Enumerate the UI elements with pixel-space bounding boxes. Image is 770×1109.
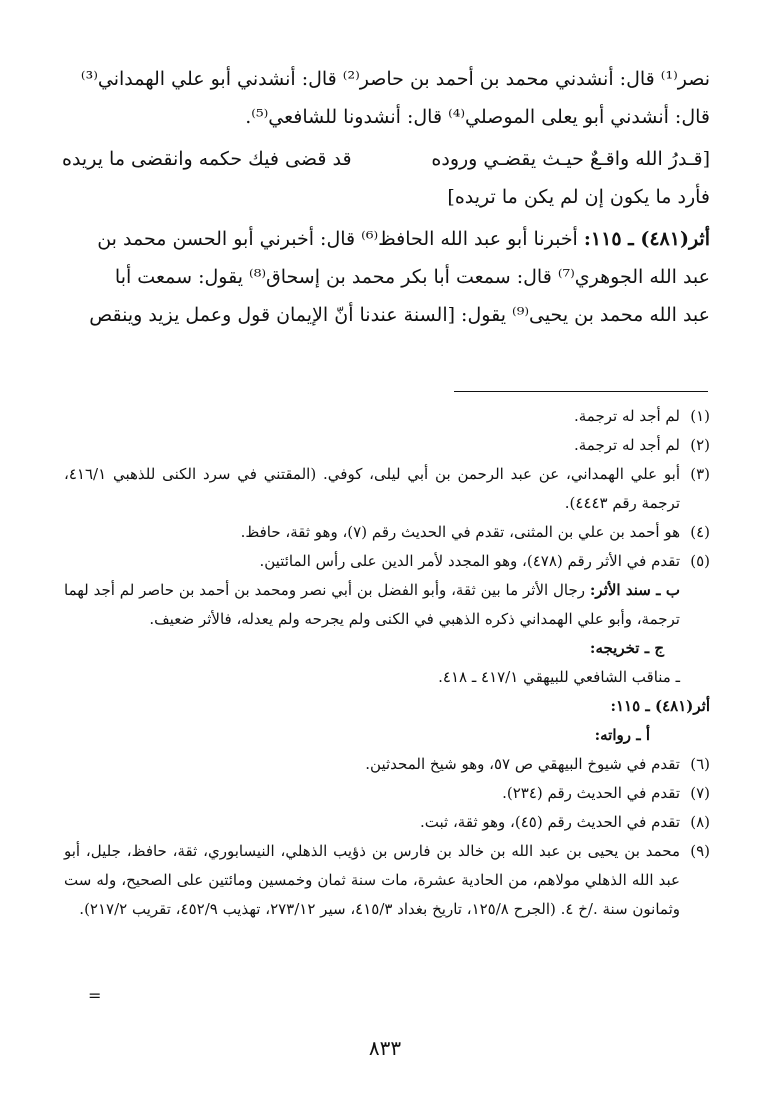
main-text: [62, 60, 710, 334]
footnote-number: (٩): [690, 842, 710, 860]
footnote: [64, 460, 710, 518]
verse-hemistich: [قـدرُ الله واقـعٌ حيـث يقضـي وروده: [431, 148, 710, 170]
footnote-text: تقدم في الحديث رقم (٤٥)، وهو ثقة، ثبت.: [420, 813, 680, 831]
footnote-text: تقدم في الأثر رقم (٤٧٨)، وهو المجدد لأمر الدين على رأس المائتين.: [259, 552, 680, 570]
footnotes: [64, 402, 710, 924]
footnote-divider: [454, 391, 708, 392]
sanad-text: رجال الأثر ما بين ثقة، وأبو الفضل بن أبي نصر ومحمد بن أحمد بن حاصر لم أجد لهما ترجمة، وأبو علي الهمداني ذكره الذهبي في الكنى ولم يجرحه ولم يعدله، فالأثر ضعيف.: [64, 581, 680, 628]
footnote: [64, 808, 710, 837]
continuation-mark: =: [88, 986, 102, 1005]
footnote: [64, 402, 710, 431]
takhrij-heading: ج ـ تخريجه:: [589, 639, 664, 657]
footnote-number: (٢): [690, 436, 710, 454]
footnote: [64, 779, 710, 808]
footnote-text: لم أجد له ترجمة.: [574, 436, 680, 454]
verse-line: [62, 140, 710, 178]
takhrij-text: ـ مناقب الشافعي للبيهقي ٤١٧/١ ـ ٤١٨.: [438, 668, 680, 686]
footnote-text: هو أحمد بن علي بن المثنى، تقدم في الحديث رقم (٧)، وهو ثقة، حافظ.: [240, 523, 680, 541]
footnote: [64, 518, 710, 547]
sanad-label: ب ـ سند الأثر:: [589, 581, 680, 599]
footnote-number: (١): [690, 407, 710, 425]
footnote-text: أبو علي الهمداني، عن عبد الرحمن بن أبي ليلى، كوفي. (المقتني في سرد الكنى للذهبي ٤١٦/١، ترجمة رقم ٤٤٤٣).: [64, 465, 680, 512]
text-line: عبد الله الجوهري⁽⁷⁾ قال: سمعت أبا بكر محمد بن إسحاق⁽⁸⁾ يقول: سمعت أبا: [114, 266, 710, 288]
verse-line: فأرد ما يكون إن لم يكن ما تريده]: [447, 186, 710, 208]
footnote-text: لم أجد له ترجمة.: [574, 407, 680, 425]
footnote-text: تقدم في شيوخ البيهقي ص ٥٧، وهو شيخ المحدثين.: [365, 755, 680, 773]
athar-heading: أثر(٤٨١) ـ ١١٥:: [610, 697, 710, 715]
athar-label: أثر(٤٨١) ـ ١١٥:: [583, 228, 710, 250]
footnote-text: تقدم في الحديث رقم (٢٣٤).: [502, 784, 680, 802]
text-line: نصر⁽¹⁾ قال: أنشدني محمد بن أحمد بن حاصر⁽²⁾ قال: أنشدني أبو علي الهمداني⁽³⁾: [80, 68, 710, 90]
footnote-number: (٨): [690, 813, 710, 831]
footnote-number: (٤): [690, 523, 710, 541]
page-number: ٨٣٣: [368, 1036, 402, 1060]
footnote: [64, 547, 710, 576]
footnote-number: (٧): [690, 784, 710, 802]
footnote-number: (٦): [690, 755, 710, 773]
text-fragment: أخبرنا أبو عبد الله الحافظ⁽⁶⁾ قال: أخبرني أبو الحسن محمد بن: [97, 228, 578, 250]
takhrij-label: [64, 634, 710, 663]
sanad-section: [64, 576, 710, 634]
verse-hemistich: قد قضى فيك حكمه وانقضى ما يريده: [62, 148, 352, 170]
footnote-number: (٥): [690, 552, 710, 570]
footnote-number: (٣): [690, 465, 710, 483]
text-line: عبد الله محمد بن يحيى⁽⁹⁾ يقول: [السنة عندنا أنّ الإيمان قول وعمل يزيد وينقص: [89, 304, 710, 326]
footnote-text: محمد بن يحيى بن عبد الله بن خالد بن فارس بن ذؤيب الذهلي، النيسابوري، ثقة، حافظ، جليل، أبو عبد الله الذهلي مولاهم، من الحادية عشرة، مات سنة ثمان وخمسين ومائتين على الصحيح، وله ست وثمانون سنة ./خ ٤. (الجرح ١٢٥/٨، تاريخ بغداد ٤١٥/٣، سير ٢٧٣/١٢، تهذيب ٤٥٢/٩، تقريب ٢١٧/٢).: [64, 842, 680, 918]
text-line: [62, 220, 710, 258]
text-line: قال: أنشدني أبو يعلى الموصلي⁽⁴⁾ قال: أنشدونا للشافعي⁽⁵⁾.: [245, 106, 710, 128]
footnote: [64, 837, 710, 924]
ruwat-label: أ ـ رواته:: [594, 726, 650, 744]
footnote: [64, 431, 710, 460]
footnote: [64, 750, 710, 779]
